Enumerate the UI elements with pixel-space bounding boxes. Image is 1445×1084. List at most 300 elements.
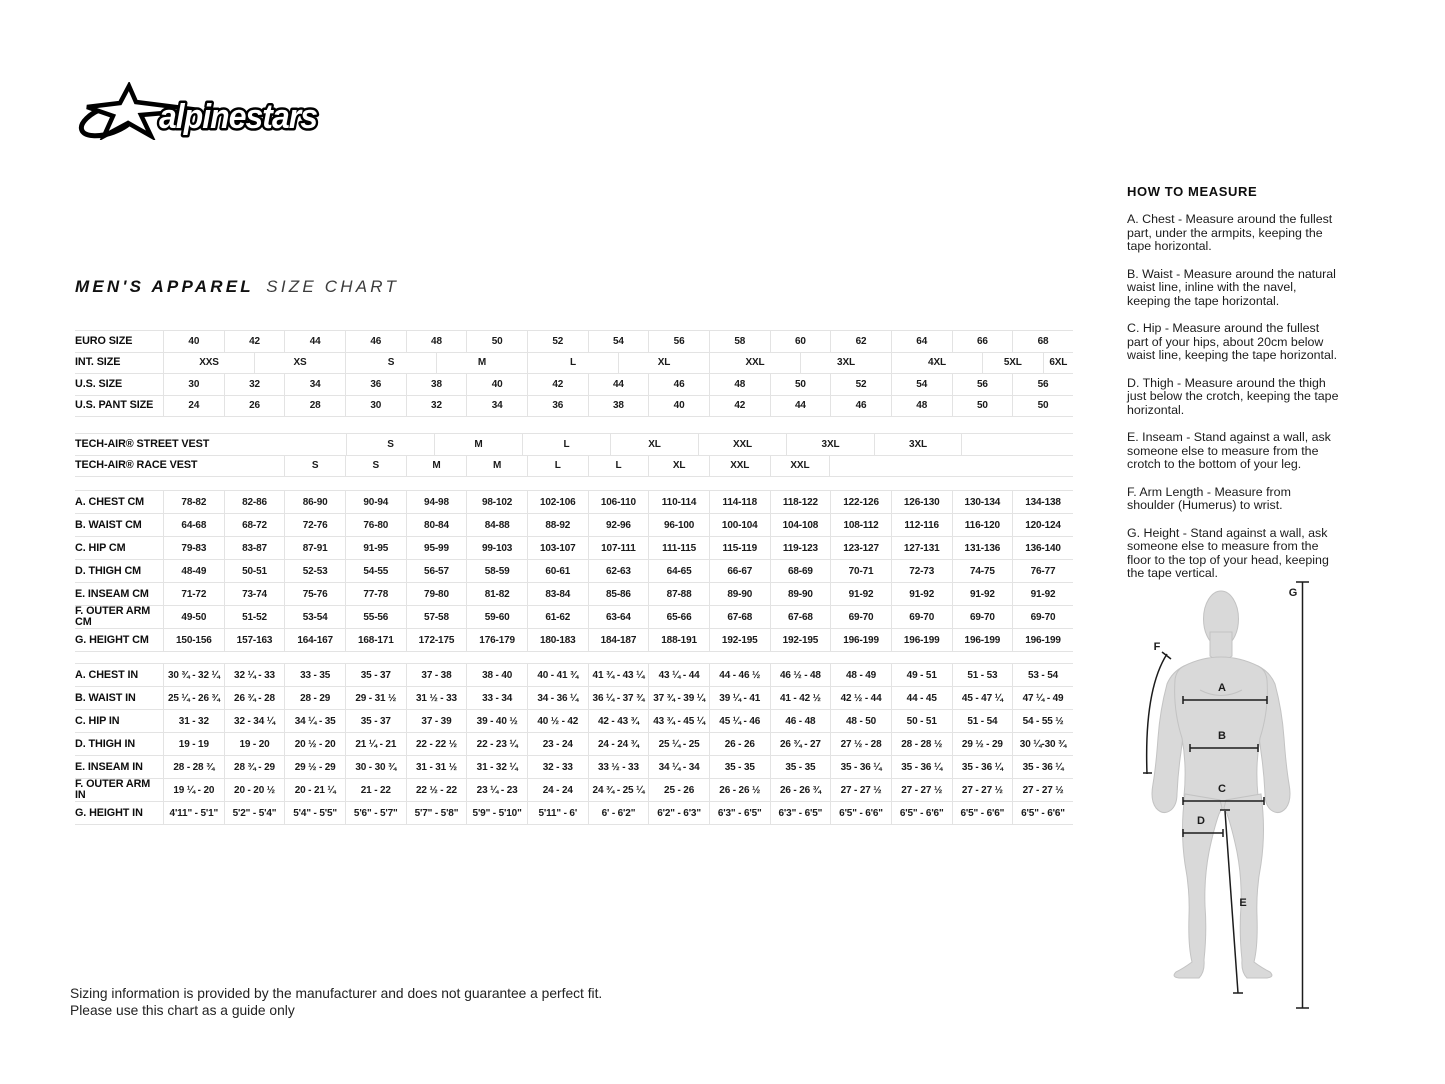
size-cell: 46 ½ - 48	[770, 664, 831, 686]
size-cell: 54	[588, 331, 649, 352]
size-cell: 196-199	[830, 629, 891, 651]
label-c: C	[1218, 783, 1226, 795]
size-cell: 26 - 26 ½	[709, 779, 770, 801]
size-cell: 40	[648, 396, 709, 417]
size-cell: 35 - 35	[709, 756, 770, 778]
size-cell: 56-57	[406, 560, 467, 582]
size-cell: 37 ¾ - 39 ¼	[648, 687, 709, 709]
size-cell: 6'5" - 6'6"	[830, 802, 891, 824]
row-label: TECH-AIR® RACE VEST	[75, 459, 198, 472]
table-row	[75, 353, 1073, 375]
row-label: TECH-AIR® STREET VEST	[75, 437, 210, 450]
size-cell: 89-90	[770, 583, 831, 605]
size-cell: 54-55	[345, 560, 406, 582]
size-cell: 6XL	[1043, 353, 1073, 374]
disclaimer	[70, 986, 602, 1019]
size-cell: 5XL	[982, 353, 1043, 374]
table-row	[75, 733, 1073, 756]
row-label: B. WAIST CM	[75, 518, 142, 531]
row-label: A. CHEST IN	[75, 668, 139, 681]
size-cell: 100-104	[709, 514, 770, 536]
size-cell: 32	[406, 396, 467, 417]
size-cell: 35 - 36 ¼	[952, 756, 1013, 778]
size-cell: 32 - 34 ¼	[224, 710, 285, 732]
size-cell: 91-92	[891, 583, 952, 605]
size-cell: 33 - 34	[466, 687, 527, 709]
size-cell: 81-82	[466, 583, 527, 605]
size-cell: XXL	[709, 456, 770, 477]
size-cell: 116-120	[952, 514, 1013, 536]
size-cell: 40	[163, 331, 224, 352]
size-cell: 38	[406, 374, 467, 395]
measurements-in-group	[75, 663, 1073, 825]
size-cell: 34 ¼ - 34	[648, 756, 709, 778]
size-cell: 78-82	[163, 491, 224, 513]
size-cell: 48 - 50	[830, 710, 891, 732]
size-cell: 56	[648, 331, 709, 352]
measure-instruction: E. Inseam - Stand against a wall, ask someone else to measure from the crotch to the bottom of your leg.	[1127, 430, 1331, 471]
size-cell: XS	[254, 353, 345, 374]
size-cell: L	[527, 353, 618, 374]
size-cell: 30	[163, 374, 224, 395]
size-cell: 103-107	[527, 537, 588, 559]
size-cell: 118-122	[770, 491, 831, 513]
size-cell: 24 - 24	[527, 779, 588, 801]
row-label: INT. SIZE	[75, 356, 121, 369]
size-cell: 82-86	[224, 491, 285, 513]
page-title	[75, 277, 399, 297]
size-cell: 33 - 35	[284, 664, 345, 686]
size-cell: 115-119	[709, 537, 770, 559]
size-cell: 32 - 33	[527, 756, 588, 778]
size-cell: 77-78	[345, 583, 406, 605]
size-cell: 32 ¼ - 33	[224, 664, 285, 686]
size-cell: 45 ¼ - 46	[709, 710, 770, 732]
row-label: D. THIGH IN	[75, 737, 136, 750]
size-cell: 5'9" - 5'10"	[466, 802, 527, 824]
size-cell: XXL	[709, 353, 800, 374]
size-cell: 122-126	[830, 491, 891, 513]
size-cell: 51-52	[224, 606, 285, 628]
size-cell: 50-51	[224, 560, 285, 582]
size-cell: 29 ½ - 29	[952, 733, 1013, 755]
size-cell: 42	[527, 374, 588, 395]
size-cell: 48 - 49	[830, 664, 891, 686]
size-cell: 72-73	[891, 560, 952, 582]
label-b: B	[1218, 730, 1226, 742]
size-cell: 196-199	[1012, 629, 1073, 651]
table-row	[75, 537, 1073, 560]
size-cell: 76-80	[345, 514, 406, 536]
size-cell: 27 - 27 ½	[1012, 779, 1073, 801]
size-cell: 48-49	[163, 560, 224, 582]
row-label: G. HEIGHT IN	[75, 806, 143, 819]
row-label: D. THIGH CM	[75, 564, 142, 577]
size-cell: 55-56	[345, 606, 406, 628]
size-cell: 136-140	[1012, 537, 1073, 559]
size-cell: 96-100	[648, 514, 709, 536]
table-row	[75, 434, 1073, 456]
size-cell: 3XL	[874, 434, 962, 455]
size-table	[75, 330, 1073, 825]
row-label: C. HIP IN	[75, 714, 120, 727]
size-cell: 34 - 36 ¼	[527, 687, 588, 709]
measurements-cm-group	[75, 490, 1073, 652]
size-cell: 36	[345, 374, 406, 395]
size-cell: 54	[891, 374, 952, 395]
size-cell: 28 - 28 ¾	[163, 756, 224, 778]
size-cell: 32	[224, 374, 285, 395]
size-cell: XL	[648, 456, 709, 477]
size-cell: 43 ¾ - 45 ¼	[648, 710, 709, 732]
size-cell: 26 - 26	[709, 733, 770, 755]
size-cell: 50	[1012, 396, 1073, 417]
measure-instruction: A. Chest - Measure around the fullest part, under the armpits, keeping the tape horizontal.	[1127, 212, 1333, 253]
measurement-figure	[1130, 570, 1445, 1020]
size-cell: 39 ¼ - 41	[709, 687, 770, 709]
size-cell: 91-92	[830, 583, 891, 605]
size-cell: 46	[830, 396, 891, 417]
size-cell: 80-84	[406, 514, 467, 536]
size-cell: 21 ¼ - 21	[345, 733, 406, 755]
size-cell: 51 - 54	[952, 710, 1013, 732]
size-cell: L	[588, 456, 649, 477]
tech-air-group	[75, 433, 1073, 477]
row-label: A. CHEST CM	[75, 495, 145, 508]
table-row	[75, 629, 1073, 652]
size-cell: 86-90	[284, 491, 345, 513]
size-cell: 19 - 19	[163, 733, 224, 755]
size-cell: 24 ¾ - 25 ¼	[588, 779, 649, 801]
size-cell: 5'2" - 5'4"	[224, 802, 285, 824]
size-cell: 67-68	[770, 606, 831, 628]
size-cell: 22 ½ - 22	[406, 779, 467, 801]
size-cell: 42 - 43 ¾	[588, 710, 649, 732]
size-cell: 29 ½ - 29	[284, 756, 345, 778]
title-primary: MEN'S APPAREL	[75, 277, 254, 296]
size-cell: 62-63	[588, 560, 649, 582]
size-cell: S	[346, 434, 434, 455]
size-cell: 98-102	[466, 491, 527, 513]
size-cell: 64	[891, 331, 952, 352]
size-cell: 34 ¼ - 35	[284, 710, 345, 732]
size-cell: 53 - 54	[1012, 664, 1073, 686]
row-label: U.S. SIZE	[75, 377, 123, 390]
measure-instruction: F. Arm Length - Measure from shoulder (Humerus) to wrist.	[1127, 484, 1291, 512]
size-cell: 36	[527, 396, 588, 417]
size-cell: 95-99	[406, 537, 467, 559]
size-cell: 42	[224, 331, 285, 352]
size-cell: 47 ¼ - 49	[1012, 687, 1073, 709]
size-cell: 72-76	[284, 514, 345, 536]
size-cell: 26 - 26 ¾	[770, 779, 831, 801]
size-cell: 29 - 31 ½	[345, 687, 406, 709]
size-cell: 46 - 48	[770, 710, 831, 732]
size-cell: 44 - 45	[891, 687, 952, 709]
size-cell: 111-115	[648, 537, 709, 559]
logo-wordmark: alpinestars	[159, 98, 318, 136]
size-cell: 37 - 39	[406, 710, 467, 732]
table-row	[75, 756, 1073, 779]
size-cell: 50	[952, 396, 1013, 417]
size-cell: 110-114	[648, 491, 709, 513]
size-cell: 56	[952, 374, 1013, 395]
table-row	[75, 514, 1073, 537]
size-cell: 24 - 24 ¾	[588, 733, 649, 755]
table-row	[75, 456, 1073, 478]
size-cell: 21 - 22	[345, 779, 406, 801]
size-cell: 46	[648, 374, 709, 395]
size-cell: 3XL	[800, 353, 891, 374]
size-cell: 94-98	[406, 491, 467, 513]
table-row	[75, 583, 1073, 606]
size-cell: 6' - 6'2"	[588, 802, 649, 824]
size-cell: 25 ¼ - 26 ¾	[163, 687, 224, 709]
size-cell: 79-83	[163, 537, 224, 559]
row-label: B. WAIST IN	[75, 691, 136, 704]
size-cell: 6'3" - 6'5"	[770, 802, 831, 824]
size-cell: 44 - 46 ½	[709, 664, 770, 686]
size-cell: L	[527, 456, 588, 477]
size-cell: 4XL	[891, 353, 982, 374]
size-cell: 48	[709, 374, 770, 395]
size-cell: 65-66	[648, 606, 709, 628]
title-secondary: SIZE CHART	[266, 277, 400, 296]
size-cell: 43 ¼ - 44	[648, 664, 709, 686]
size-cell: 192-195	[770, 629, 831, 651]
size-cell: 31 - 31 ½	[406, 756, 467, 778]
size-cell: S	[345, 353, 436, 374]
size-cell: S	[284, 456, 345, 477]
size-cell: 30	[345, 396, 406, 417]
size-cell: 39 - 40 ½	[466, 710, 527, 732]
size-cell: 38	[588, 396, 649, 417]
size-cell: 130-134	[952, 491, 1013, 513]
size-cell: 23 - 24	[527, 733, 588, 755]
size-cell: 120-124	[1012, 514, 1073, 536]
size-cell: 6'5" - 6'6"	[1012, 802, 1073, 824]
row-label: E. INSEAM IN	[75, 760, 143, 773]
size-cell: 92-96	[588, 514, 649, 536]
size-cell: 46	[345, 331, 406, 352]
size-cell: 44	[770, 396, 831, 417]
size-cell: XL	[618, 353, 709, 374]
size-cell: 25 ¼ - 25	[648, 733, 709, 755]
size-cell: 45 - 47 ¼	[952, 687, 1013, 709]
label-a: A	[1218, 682, 1226, 694]
size-cell: 50	[466, 331, 527, 352]
size-cell: 25 - 26	[648, 779, 709, 801]
size-cell: 30 ¾ - 32 ¼	[163, 664, 224, 686]
size-cell: 180-183	[527, 629, 588, 651]
size-cell: 67-68	[709, 606, 770, 628]
size-cell: 74-75	[952, 560, 1013, 582]
size-cell: 87-88	[648, 583, 709, 605]
measure-instruction: B. Waist - Measure around the natural waist line, inline with the navel, keeping the tape horizontal.	[1127, 266, 1336, 308]
size-cell: 75-76	[284, 583, 345, 605]
size-cell: 69-70	[830, 606, 891, 628]
size-cell: 50 - 51	[891, 710, 952, 732]
size-cell: 44	[588, 374, 649, 395]
size-cell: 27 - 27 ½	[891, 779, 952, 801]
size-cell: 59-60	[466, 606, 527, 628]
size-cell: M	[406, 456, 467, 477]
size-cell: 107-111	[588, 537, 649, 559]
size-cell: 27 ½ - 28	[830, 733, 891, 755]
size-cell: 34	[284, 374, 345, 395]
size-cell: 26 ¾ - 27	[770, 733, 831, 755]
disclaimer-line-2: Please use this chart as a guide only	[70, 1002, 295, 1018]
size-cell: M	[466, 456, 527, 477]
size-cell: 188-191	[648, 629, 709, 651]
size-cell: 35 - 35	[770, 756, 831, 778]
size-cell: 87-91	[284, 537, 345, 559]
measure-instruction: D. Thigh - Measure around the thigh just below the crotch, keeping the tape horizontal.	[1127, 375, 1339, 417]
size-cell: 91-92	[1012, 583, 1073, 605]
size-cell: L	[522, 434, 610, 455]
size-cell: 64-68	[163, 514, 224, 536]
size-cell: 30 - 30 ¾	[345, 756, 406, 778]
size-cell: 91-92	[952, 583, 1013, 605]
table-row	[75, 802, 1073, 825]
size-cell: 22 - 23 ¼	[466, 733, 527, 755]
size-cell: 27 - 27 ½	[952, 779, 1013, 801]
size-cell: 102-106	[527, 491, 588, 513]
size-cell: 24	[163, 396, 224, 417]
figure-right-leg	[1224, 794, 1272, 978]
size-cell: 91-95	[345, 537, 406, 559]
size-cell: 69-70	[891, 606, 952, 628]
size-cell: 176-179	[466, 629, 527, 651]
height-line	[1296, 582, 1309, 1008]
table-row	[75, 606, 1073, 629]
size-cell: 70-71	[830, 560, 891, 582]
size-cell: 71-72	[163, 583, 224, 605]
size-cell: 52	[527, 331, 588, 352]
row-label: C. HIP CM	[75, 541, 126, 554]
row-label: U.S. PANT SIZE	[75, 399, 154, 412]
size-cell: 5'7" - 5'8"	[406, 802, 467, 824]
size-cell: 131-136	[952, 537, 1013, 559]
size-cell: 63-64	[588, 606, 649, 628]
size-cell: 40 ½ - 42	[527, 710, 588, 732]
size-cell: 28	[284, 396, 345, 417]
size-cell: 36 ¼ - 37 ¾	[588, 687, 649, 709]
size-cell: 79-80	[406, 583, 467, 605]
size-cell: 56	[1012, 374, 1073, 395]
size-cell: 35 - 36 ¼	[830, 756, 891, 778]
size-cell: 31 - 32 ¼	[466, 756, 527, 778]
size-cell: 37 - 38	[406, 664, 467, 686]
size-cell: 184-187	[588, 629, 649, 651]
size-cell: 69-70	[1012, 606, 1073, 628]
measure-guide-title: HOW TO MEASURE	[1127, 184, 1258, 199]
size-cell: 61-62	[527, 606, 588, 628]
row-label: EURO SIZE	[75, 334, 133, 347]
size-cell: 69-70	[952, 606, 1013, 628]
size-cell: 83-84	[527, 583, 588, 605]
size-cell: 5'11" - 6'	[527, 802, 588, 824]
size-cell: 192-195	[709, 629, 770, 651]
size-cell: XL	[610, 434, 698, 455]
size-cell: 41 - 42 ½	[770, 687, 831, 709]
size-cell: 68-72	[224, 514, 285, 536]
size-cell: 35 - 36 ¼	[1012, 756, 1073, 778]
size-cell: 20 - 21 ¼	[284, 779, 345, 801]
size-cell: 106-110	[588, 491, 649, 513]
size-cell: 85-86	[588, 583, 649, 605]
measure-instruction: G. Height - Stand against a wall, ask someone else to measure from the floor to the top of your head, keeping the tape vertical.	[1127, 525, 1329, 580]
table-row	[75, 331, 1073, 353]
size-cell: 99-103	[466, 537, 527, 559]
size-cell: S	[345, 456, 406, 477]
size-cell: 68-69	[770, 560, 831, 582]
table-row	[75, 779, 1073, 802]
size-cell: 41 ¾ - 43 ¼	[588, 664, 649, 686]
size-cell: 5'6" - 5'7"	[345, 802, 406, 824]
table-row	[75, 560, 1073, 583]
size-cell: 168-171	[345, 629, 406, 651]
table-row	[75, 687, 1073, 710]
size-cell: 196-199	[891, 629, 952, 651]
size-cell: 73-74	[224, 583, 285, 605]
row-label: F. OUTER ARM IN	[75, 778, 151, 801]
size-cell: 35 - 37	[345, 710, 406, 732]
size-cell: 66	[952, 331, 1013, 352]
size-cell: 157-163	[224, 629, 285, 651]
size-cell: 57-58	[406, 606, 467, 628]
size-cell: 119-123	[770, 537, 831, 559]
size-cell: 35 - 37	[345, 664, 406, 686]
table-row	[75, 710, 1073, 733]
size-cell: 22 - 22 ½	[406, 733, 467, 755]
size-cell: 35 - 36 ¼	[891, 756, 952, 778]
size-cell: 90-94	[345, 491, 406, 513]
size-cell: 53-54	[284, 606, 345, 628]
size-cell: 31 - 32	[163, 710, 224, 732]
size-cell: 84-88	[466, 514, 527, 536]
size-cell: 6'2" - 6'3"	[648, 802, 709, 824]
size-cell: XXL	[698, 434, 786, 455]
size-cell: 54 - 55 ½	[1012, 710, 1073, 732]
size-cell: 27 - 27 ½	[830, 779, 891, 801]
size-cell: 196-199	[952, 629, 1013, 651]
size-cell: 20 - 20 ½	[224, 779, 285, 801]
table-row	[75, 374, 1073, 396]
row-label: E. INSEAM CM	[75, 587, 149, 600]
size-cell: 62	[830, 331, 891, 352]
table-row	[75, 396, 1073, 418]
size-header-group	[75, 330, 1073, 417]
size-cell: 108-112	[830, 514, 891, 536]
size-cell: 58-59	[466, 560, 527, 582]
size-cell: 172-175	[406, 629, 467, 651]
size-cell: 76-77	[1012, 560, 1073, 582]
size-cell: 68	[1012, 331, 1073, 352]
size-cell: 5'4" - 5'5"	[284, 802, 345, 824]
size-cell: 127-131	[891, 537, 952, 559]
size-cell: 4'11" - 5'1"	[163, 802, 224, 824]
size-cell: 164-167	[284, 629, 345, 651]
size-cell: 28 - 28 ½	[891, 733, 952, 755]
size-cell: 33 ½ - 33	[588, 756, 649, 778]
size-cell: 40	[466, 374, 527, 395]
size-cell: XXL	[770, 456, 831, 477]
size-cell: 34	[466, 396, 527, 417]
size-cell: 19 ¼ - 20	[163, 779, 224, 801]
size-cell: 60	[770, 331, 831, 352]
disclaimer-line-1: Sizing information is provided by the manufacturer and does not guarantee a perfect fit.	[70, 986, 603, 1001]
